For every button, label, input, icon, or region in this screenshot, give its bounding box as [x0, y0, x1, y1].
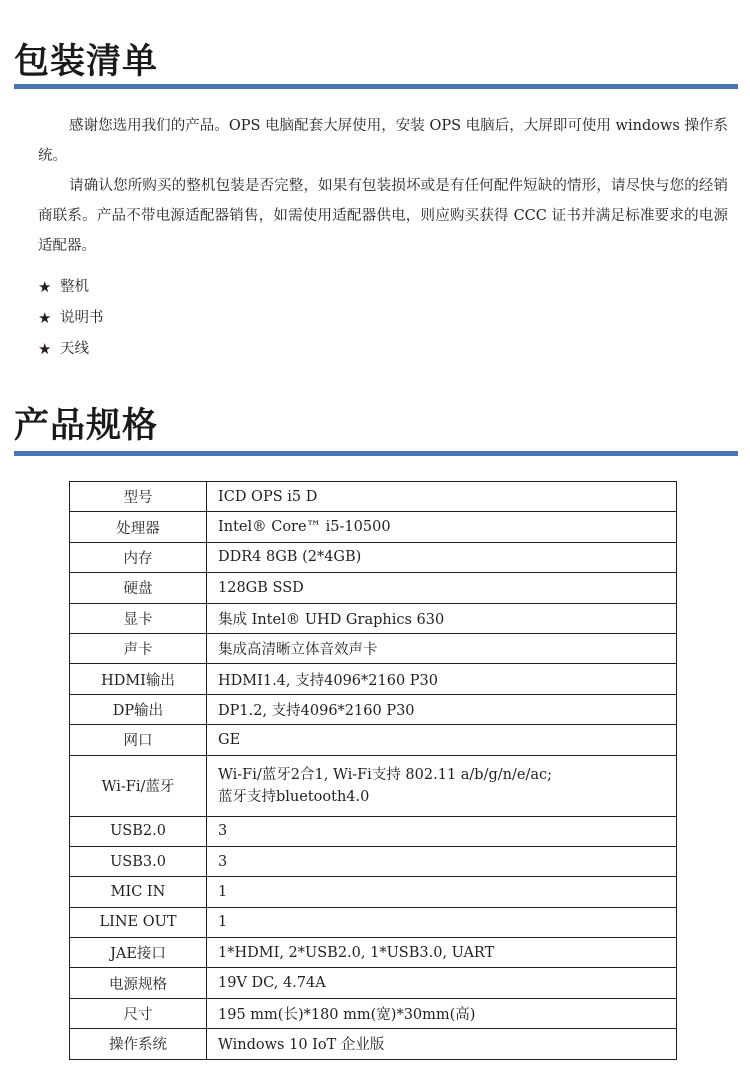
packing-checklist [38, 272, 104, 365]
spec-key: 处理器 [70, 512, 207, 542]
table-row [70, 907, 677, 937]
specs-title: 产品规格 [14, 406, 159, 446]
notice-text: 请确认您所购买的整机包装是否完整，如果有包装损坏或是有任何配件短缺的情形，请尽快与您的经销商联系。产品不带电源适配器销售，如需使用适配器供电，则应购买获得 CCC 证书并满足标准要求的电源适配器。 [38, 178, 728, 254]
packing-title-rule [14, 84, 738, 89]
spec-value: 集成 Intel® UHD Graphics 630 [207, 603, 677, 633]
spec-value: 3 [207, 816, 677, 846]
spec-value: 19V DC, 4.74A [207, 968, 677, 998]
intro-text: 感谢您选用我们的产品。OPS 电脑配套大屏使用，安装 OPS 电脑后，大屏即可使用 windows 操作系统。 [38, 118, 728, 164]
spec-key: 内存 [70, 542, 207, 572]
spec-value: DDR4 8GB (2*4GB) [207, 542, 677, 572]
list-item [38, 334, 104, 365]
list-item-label: 天线 [60, 341, 89, 357]
table-row [70, 725, 677, 755]
intro-paragraph [38, 111, 728, 171]
star-icon: ★ [38, 340, 52, 358]
spec-value: 1*HDMI, 2*USB2.0, 1*USB3.0, UART [207, 938, 677, 968]
spec-key: MIC IN [70, 877, 207, 907]
packing-list-title: 包装清单 [14, 42, 159, 82]
spec-value: Windows 10 IoT 企业版 [207, 1029, 677, 1059]
table-row [70, 846, 677, 876]
spec-key: USB2.0 [70, 816, 207, 846]
spec-key: DP输出 [70, 694, 207, 724]
spec-key: 显卡 [70, 603, 207, 633]
table-row [70, 664, 677, 694]
spec-value: HDMI1.4, 支持4096*2160 P30 [207, 664, 677, 694]
table-row [70, 573, 677, 603]
spec-value: Intel® Core™ i5-10500 [207, 512, 677, 542]
spec-value: 集成高清晰立体音效声卡 [207, 633, 677, 663]
list-item [38, 272, 104, 303]
spec-key: 型号 [70, 482, 207, 512]
table-row [70, 542, 677, 572]
spec-key: USB3.0 [70, 846, 207, 876]
specs-title-rule [14, 451, 738, 456]
spec-key: JAE接口 [70, 938, 207, 968]
spec-value: 3 [207, 846, 677, 876]
spec-value [207, 755, 677, 816]
spec-key: 尺寸 [70, 998, 207, 1028]
list-item-label: 整机 [60, 279, 89, 295]
table-row [70, 816, 677, 846]
spec-key: 电源规格 [70, 968, 207, 998]
table-row [70, 694, 677, 724]
table-row [70, 603, 677, 633]
star-icon: ★ [38, 278, 52, 296]
list-item-label: 说明书 [60, 310, 104, 326]
notice-paragraph [38, 171, 728, 261]
spec-key: 网口 [70, 725, 207, 755]
spec-value: ICD OPS i5 D [207, 482, 677, 512]
table-row [70, 877, 677, 907]
star-icon: ★ [38, 309, 52, 327]
spec-key: 操作系统 [70, 1029, 207, 1059]
table-row [70, 755, 677, 816]
spec-key: LINE OUT [70, 907, 207, 937]
spec-value: 128GB SSD [207, 573, 677, 603]
table-row [70, 512, 677, 542]
table-row [70, 482, 677, 512]
spec-value: 1 [207, 907, 677, 937]
spec-value: DP1.2, 支持4096*2160 P30 [207, 694, 677, 724]
spec-key: 声卡 [70, 633, 207, 663]
spec-key: 硬盘 [70, 573, 207, 603]
spec-value-line: Wi-Fi/蓝牙2合1, Wi-Fi支持 802.11 a/b/g/n/e/ac; [218, 766, 552, 783]
spec-key: HDMI输出 [70, 664, 207, 694]
table-row [70, 633, 677, 663]
table-row [70, 938, 677, 968]
list-item [38, 303, 104, 334]
spec-value: 1 [207, 877, 677, 907]
spec-value: GE [207, 725, 677, 755]
spec-value-line: 蓝牙支持bluetooth4.0 [218, 788, 370, 805]
spec-key: Wi-Fi/蓝牙 [70, 755, 207, 816]
spec-value: 195 mm(长)*180 mm(宽)*30mm(高) [207, 998, 677, 1028]
specs-table [69, 481, 677, 1060]
table-row [70, 1029, 677, 1059]
table-row [70, 998, 677, 1028]
table-row [70, 968, 677, 998]
